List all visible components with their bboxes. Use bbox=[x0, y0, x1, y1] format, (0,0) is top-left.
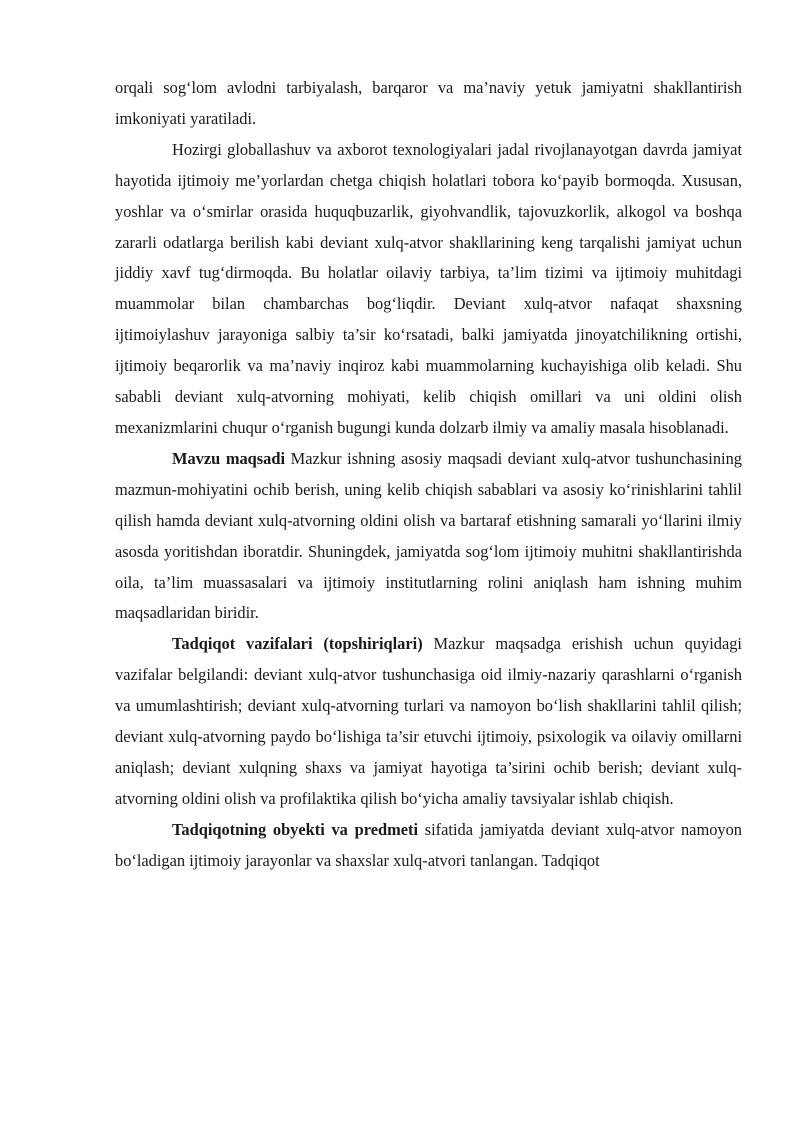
paragraph-lead: Mavzu maqsadi bbox=[172, 448, 286, 468]
paragraph-tasks bbox=[115, 629, 742, 814]
paragraph-text: Mazkur maqsadga erishish uchun quyidagi vazifalar belgilandi: deviant xulq-atvor tushunchasiga oid ilmiy-nazariy qarashlarni o‘rganish va umumlashtirish; deviant xulq-atvorning turlari va namoyon bo‘lish shakllarini tahlil qilish; deviant xulq-atvorning paydo bo‘lishiga ta’sir etuvchi ijtimoiy, psixologik va oilaviy omillarni aniqlash; deviant xulqning shaxs va jamiyat hayotiga ta’sirini ochib berish; deviant xulq-atvorning oldini olish va profilaktika qilish bo‘yicha amaliy tavsiyalar ishlab chiqish. bbox=[115, 634, 742, 808]
paragraph-text: Hozirgi globallashuv va axborot texnologiyalari jadal rivojlanayotgan davrda jamiyat hayotida ijtimoiy me’yorlardan chetga chiqish holatlari tobora ko‘payib bormoqda. Xususan, yoshlar va o‘smirlar orasida huquqbuzarlik, giyohvandlik, tajovuzkorlik, alkogol va boshqa zararli odatlarga berilish kabi deviant xulq-atvor shakllarining keng tarqalishi jamiyat uchun jiddiy xavf tug‘dirmoqda. Bu holatlar oilaviy tarbiya, ta’lim tizimi va ijtimoiy muhitdagi muammolar bilan chambarchas bog‘liqdir. Deviant xulq-atvor nafaqat shaxsning ijtimoiylashuv jarayoniga salbiy ta’sir ko‘rsatadi, balki jamiyatda jinoyatchilikning ortishi, ijtimoiy beqarorlik va ma’naviy inqiroz kabi muammolarning kuchayishiga olib keladi. Shu sababli deviant xulq-atvorning mohiyati, kelib chiqish omillari va uni oldini olish mexanizmlarini chuqur o‘rganish bugungi kunda dolzarb ilmiy va amaliy masala hisoblanadi. bbox=[115, 139, 742, 437]
paragraph-text: orqali sog‘lom avlodni tarbiyalash, barqaror va ma’naviy yetuk jamiyatni shakllantirish imkoniyati yaratiladi. bbox=[115, 78, 742, 128]
paragraph-text: sifatida jamiyatda deviant xulq-atvor namoyon bo‘ladigan ijtimoiy jarayonlar va shaxslar xulq-atvori tanlangan. Tadqiqot bbox=[115, 819, 742, 870]
paragraph-lead: Tadqiqotning obyekti va predmeti bbox=[172, 819, 419, 839]
paragraph-introduction bbox=[115, 135, 742, 444]
paragraph-text: Mazkur ishning asosiy maqsadi deviant xulq-atvor tushunchasining mazmun-mohiyatini ochib berish, uning kelib chiqish sabablari va asosiy ko‘rinishlarini tahlil qilish hamda deviant xulq-atvorning oldini olish va bartaraf etishning samarali yo‘llarini ilmiy asosda yoritishdan iboratdir. Shuningdek, jamiyatda sog‘lom ijtimoiy muhitni shakllantirishda oila, ta’lim muassasalari va ijtimoiy institutlarning rolini aniqlash ham ishning muhim maqsadlaridan biridir. bbox=[115, 448, 742, 623]
paragraph-object-subject bbox=[115, 815, 742, 877]
paragraph-lead: Tadqiqot vazifalari (topshiriqlari) bbox=[172, 634, 423, 654]
paragraph-goal bbox=[115, 444, 742, 629]
paragraph-continuation bbox=[115, 73, 742, 135]
document-page bbox=[115, 73, 742, 877]
